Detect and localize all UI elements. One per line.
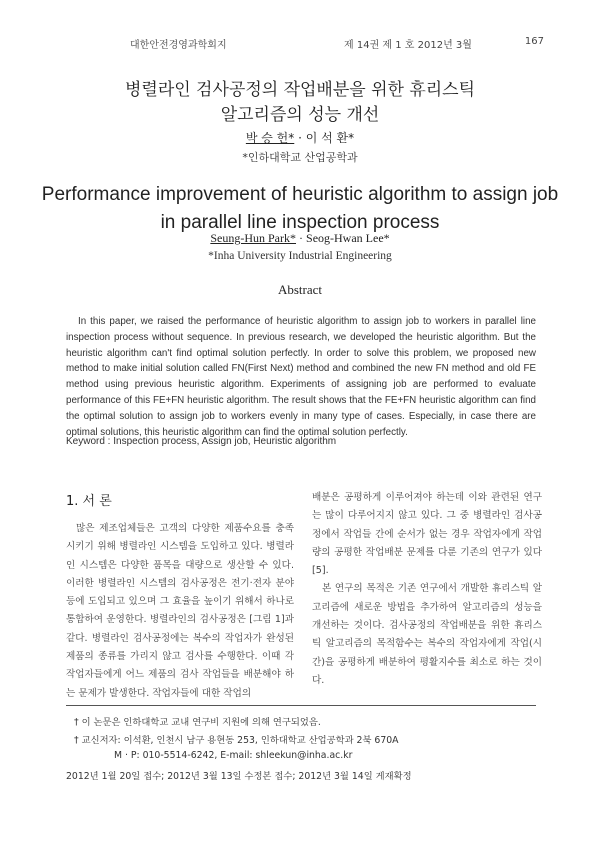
korean-title <box>0 78 600 128</box>
intro-paragraph-2: 배분은 공평하게 이루어져야 하는데 이와 관련된 연구는 많이 다루어지지 않고 있다. 그 중 병렬라인 검사공정에서 작업들 간에 순서가 없는 경우 작업자에게 작업량의 공평한 작업배분 문제를 다룬 기존의 연구가 있다[5]. <box>312 492 542 577</box>
journal-name: 대한안전경영과학회지 <box>130 40 227 51</box>
english-title <box>0 181 600 237</box>
abstract-body: In this paper, we raised the performance of heuristic algorithm to assign job to workers in parallel line inspection process without sequence. In previous research, we developed the heuristic algorithm. But the heuristic algorithm can't find optimal solution perfectly. In order to solve this problem, we proposed new method to make initial solution called FN(First Next) method and combined the new FN method and old FE method using previous heuristic algorithm. Experiments of assigning job are performed to evaluate performance of this FE+FN heuristic algorithm. The result shows that the FE+FN heuristic algorithm can find the optimal solution to assign job to workers evenly in many type of cases. Especially, in case there are optimal solutions, this heuristic algorithm can find the optimal solution perfectly. <box>66 316 536 438</box>
footnote-contact: M · P: 010-5514-6242, E-mail: shleekun@inha.ac.kr <box>114 750 353 761</box>
page-number: 167 <box>524 36 544 47</box>
intro-paragraph-3: 본 연구의 목적은 기존 연구에서 개발한 휴리스틱 알고리즘에 새로운 방법을 추가하여 알고리즘의 성능을 개선하는 것이다. 검사공정의 작업배분을 위한 휴리스틱 알고리즘의 목적함수는 복수의 작업자에게 작업(시간)을 공평하게 배분하여 평활지수를 최소로 하는 것이다. <box>312 583 542 686</box>
issue-info: 제 14권 제 1 호 2012년 3월 <box>344 40 472 51</box>
footnote-corresponding-author: † 교신저자: 이석환, 인천시 남구 용현동 253, 인하대학교 산업공학과 2북 670A <box>74 735 399 746</box>
english-affiliation: *Inha University Industrial Engineering <box>208 250 392 262</box>
korean-author-1: 박 승 헌* <box>245 131 295 145</box>
english-authors <box>0 231 600 246</box>
right-column <box>312 489 542 690</box>
korean-title-line1: 병렬라인 검사공정의 작업배분을 위한 휴리스틱 <box>124 80 476 100</box>
korean-affiliation: *인하대학교 산업공학과 <box>242 151 358 164</box>
english-title-line1: Performance improvement of heuristic algorithm to assign job <box>41 184 559 205</box>
footnote-funding: † 이 논문은 인하대학교 교내 연구비 지원에 의해 연구되었음. <box>74 717 321 728</box>
abstract-heading: Abstract <box>277 282 323 297</box>
english-author-2: Seog-Hwan Lee* <box>306 231 390 245</box>
left-column <box>66 520 294 703</box>
korean-author-2: 이 석 환* <box>305 131 355 145</box>
english-title-line2: in parallel line inspection process <box>160 212 440 233</box>
author-separator: · <box>294 131 306 145</box>
footnotes <box>66 705 536 782</box>
korean-authors <box>0 129 600 146</box>
intro-paragraph-1: 많은 제조업체들은 고객의 다양한 제품수요를 충족시키기 위해 병렬라인 시스템을 도입하고 있다. 병렬라인 시스템은 다양한 품목을 대량으로 생산할 수 있다. 이러한 병렬라인 시스템의 검사공정은 전기·전자 분야 등에 도입되고 있으며 그 효율을 높이기 위해서 하나로 통합하여 운영한다. 병렬라인의 검사공정은 [그림 1]과 같다. 병렬라인 검사공정에는 복수의 작업자가 완성된 제품의 종류를 가리지 않고 검사를 수행한다. 이때 각 작업자들에게 어느 제품의 검사 작업들을 배분해야 하는 문제가 발생한다. 작업자들에 대한 작업의 <box>66 523 294 699</box>
footnote-dates: 2012년 1월 20일 접수; 2012년 3월 13일 수정본 접수; 2012년 3월 14일 게재확정 <box>66 771 412 782</box>
section-heading: 1. 서 론 <box>66 494 112 509</box>
korean-title-line2: 알고리즘의 성능 개선 <box>220 105 380 125</box>
author-separator: · <box>296 231 307 245</box>
keywords: Keyword : Inspection process, Assign job, Heuristic algorithm <box>66 436 337 447</box>
english-author-1: Seung-Hun Park* <box>210 231 297 245</box>
